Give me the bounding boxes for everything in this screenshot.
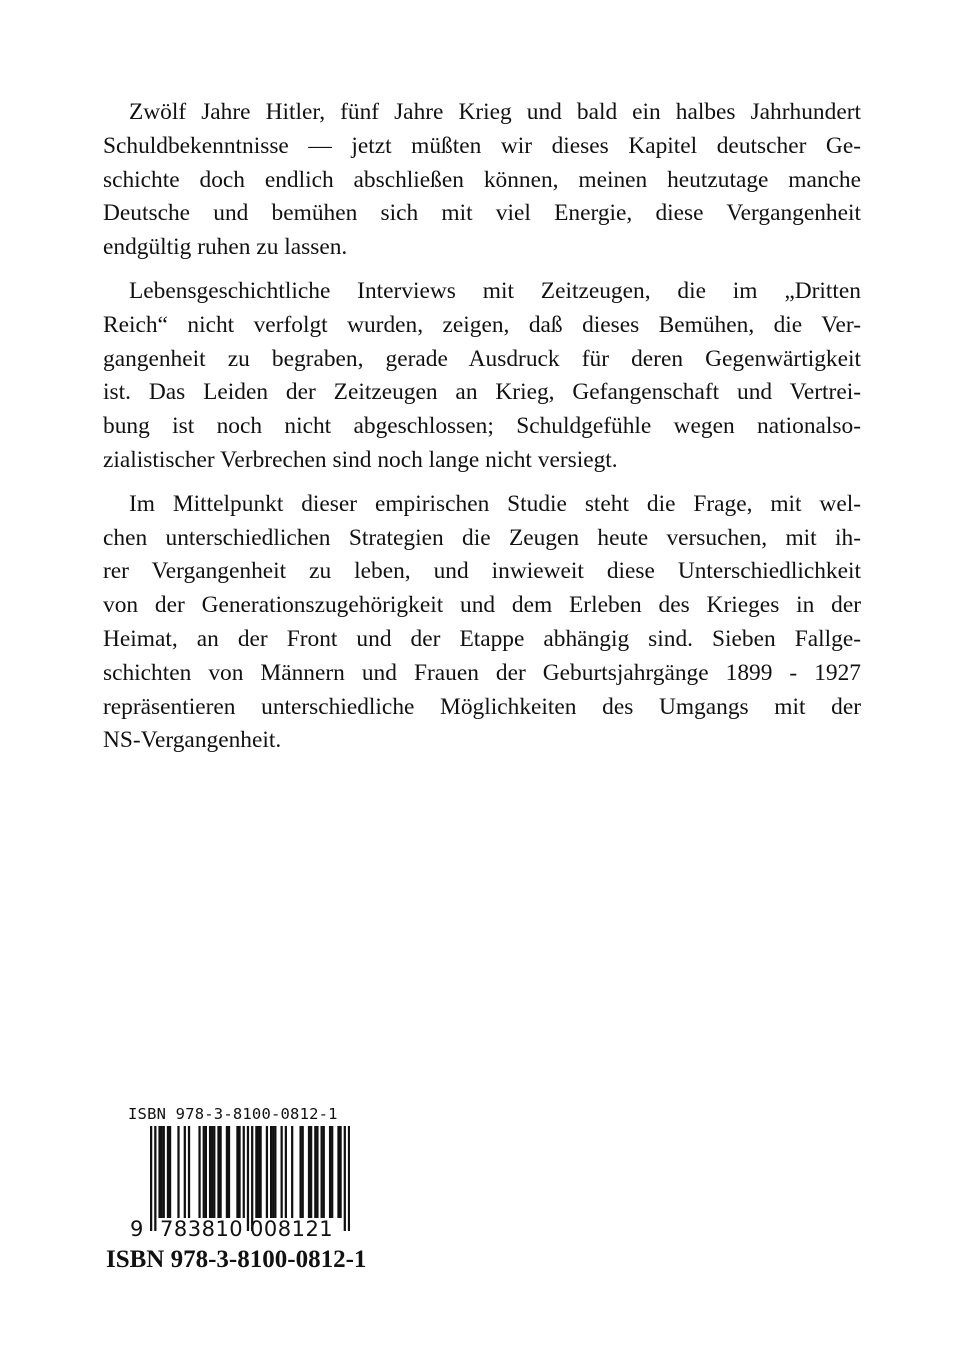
barcode-digits-left: 783810: [160, 1217, 244, 1241]
barcode-bar: [217, 1126, 219, 1218]
barcode-bar: [205, 1126, 207, 1218]
barcode-bar: [154, 1126, 156, 1231]
barcode-bar: [272, 1126, 274, 1218]
barcode-bar: [247, 1126, 249, 1231]
barcode-bar: [308, 1126, 310, 1218]
barcode-bar: [274, 1126, 276, 1218]
barcode-bar: [331, 1126, 333, 1218]
text-line: von der Generationszugehörigkeit und dem Erleben des Krieges in der: [103, 592, 861, 619]
barcode-bar: [167, 1126, 169, 1218]
barcode-bar: [281, 1126, 283, 1218]
text-line: schichte doch endlich abschließen können, meinen heutzutage manche: [103, 166, 861, 193]
barcode-bar: [161, 1126, 163, 1218]
barcode-bar: [259, 1126, 261, 1218]
barcode-bar: [209, 1126, 211, 1218]
text-line: Lebensgeschichtliche Interviews mit Zeitzeugen, die im „Dritten: [129, 277, 861, 304]
barcode-bar: [310, 1126, 312, 1218]
text-line: endgültig ruhen zu lassen.: [103, 234, 348, 261]
blurb-paragraph-3: [103, 488, 861, 758]
barcode-bar: [316, 1126, 318, 1218]
barcode-bar: [226, 1126, 228, 1218]
barcode-bar: [238, 1126, 240, 1218]
barcode-bar: [158, 1126, 160, 1218]
blurb-text: [103, 96, 861, 768]
barcode-bars: [150, 1126, 350, 1231]
barcode-bar: [255, 1126, 257, 1218]
barcode-bar: [203, 1126, 205, 1218]
text-line: NS-Vergangenheit.: [103, 727, 282, 754]
text-line: Deutsche und bemühen sich mit viel Energie, diese Vergangenheit: [103, 200, 861, 227]
barcode-bar: [299, 1126, 301, 1218]
barcode-bar: [236, 1126, 238, 1218]
blurb-paragraph-2: [103, 275, 861, 478]
barcode-lead-digit: 9: [130, 1217, 144, 1241]
text-line: rer Vergangenheit zu leben, und inwieweit diese Unterschiedlichkeit: [103, 558, 861, 585]
text-line: bung ist noch nicht abgeschlossen; Schuldgefühle wegen nationalso-: [103, 413, 861, 440]
barcode-bar: [339, 1126, 341, 1218]
barcode-bar: [169, 1126, 171, 1218]
barcode-bar: [266, 1126, 268, 1218]
barcode-bar: [321, 1126, 323, 1218]
isbn-number: ISBN 978-3-8100-0812-1: [106, 1246, 367, 1273]
barcode-bar: [329, 1126, 331, 1218]
barcode-isbn-label: ISBN 978-3-8100-0812-1: [128, 1105, 338, 1123]
barcode-bar: [291, 1126, 293, 1218]
blurb-paragraph-1: [103, 96, 861, 265]
barcode-bar: [314, 1126, 316, 1218]
text-line: gangenheit zu begraben, gerade Ausdruck für deren Gegenwärtigkeit: [103, 345, 861, 372]
barcode-bar: [177, 1126, 179, 1218]
text-line: Heimat, an der Front und der Etappe abhängig sind. Sieben Fallge-: [103, 625, 861, 652]
text-line: Zwölf Jahre Hitler, fünf Jahre Krieg und bald ein halbes Jahrhundert: [129, 99, 861, 125]
barcode-bar: [211, 1126, 213, 1218]
barcode-graphic: [150, 1126, 350, 1231]
barcode-bar: [285, 1126, 287, 1218]
barcode-bar: [213, 1126, 215, 1218]
barcode-bar: [251, 1126, 253, 1231]
barcode-bar: [323, 1126, 325, 1218]
barcode-bar: [270, 1126, 272, 1218]
barcode-bar: [219, 1126, 221, 1218]
text-line: ist. Das Leiden der Zeitzeugen an Krieg, Gefangenschaft und Vertrei-: [103, 379, 861, 406]
barcode-bar: [188, 1126, 190, 1218]
barcode-bar: [257, 1126, 259, 1218]
barcode-bar: [344, 1126, 346, 1231]
text-line: schichten von Männern und Frauen der Geburtsjahrgänge 1899 - 1927: [103, 659, 861, 686]
barcode-bar: [184, 1126, 186, 1218]
text-line: zialistischer Verbrechen sind noch lange nicht versiegt.: [103, 446, 618, 473]
text-line: Im Mittelpunkt dieser empirischen Studie steht die Frage, mit wel-: [129, 490, 861, 517]
barcode-bar: [302, 1126, 304, 1218]
barcode-bar: [348, 1126, 350, 1231]
text-line: Reich“ nicht verfolgt wurden, zeigen, daß dieses Bemühen, die Ver-: [103, 311, 861, 338]
text-line: chen unterschiedlichen Strategien die Zeugen heute versuchen, mit ih-: [103, 524, 861, 551]
barcode-bar: [243, 1126, 245, 1218]
text-line: repräsentieren unterschiedliche Möglichkeiten des Umgangs mit der: [103, 693, 861, 720]
text-line: Schuldbekenntnisse — jetzt müßten wir dieses Kapitel deutscher Ge-: [103, 132, 861, 159]
barcode-bar: [228, 1126, 230, 1218]
barcode-bar: [150, 1126, 152, 1231]
barcode-bar: [198, 1126, 200, 1218]
barcode-digits-right: 008121: [250, 1217, 334, 1241]
barcode-bar: [337, 1126, 339, 1218]
barcode-bar: [163, 1126, 165, 1218]
isbn-barcode: [128, 1105, 378, 1255]
